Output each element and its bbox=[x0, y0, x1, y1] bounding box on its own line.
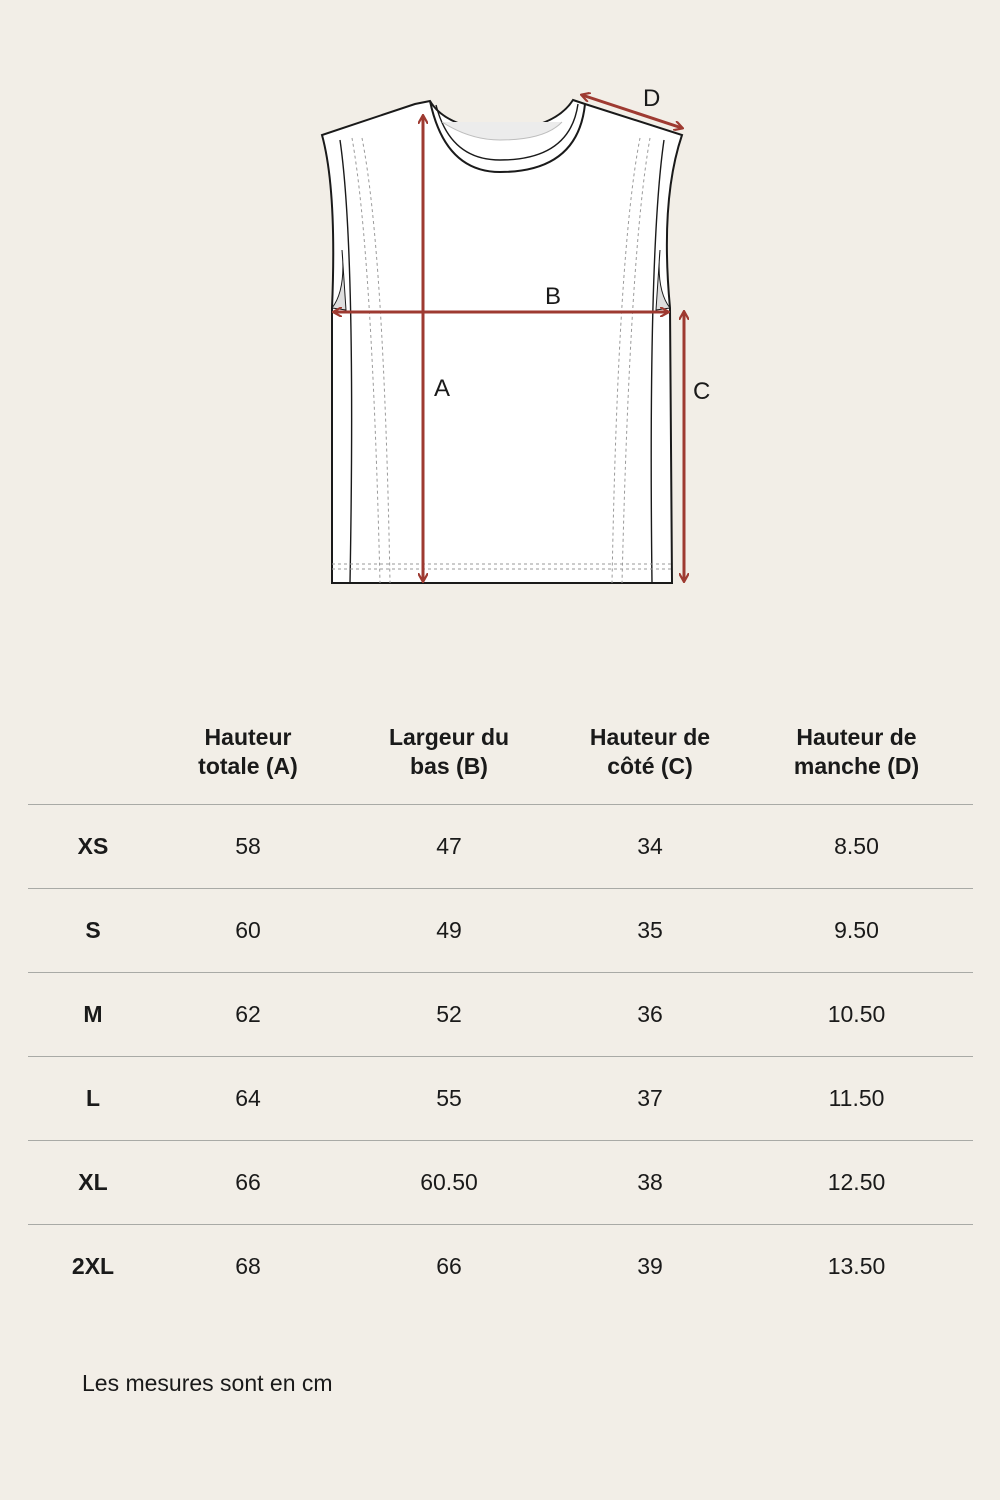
table-row bbox=[28, 805, 973, 889]
size-table bbox=[28, 700, 973, 1308]
label-c: C bbox=[693, 378, 711, 405]
value-cell: 39 bbox=[560, 1225, 740, 1309]
table-header-row bbox=[28, 700, 973, 805]
tank-top-illustration bbox=[0, 0, 1000, 640]
size-cell: XL bbox=[28, 1141, 158, 1225]
value-cell: 11.50 bbox=[740, 1057, 973, 1141]
header-total-height: Hauteur totale (A) bbox=[198, 724, 298, 779]
label-d: D bbox=[643, 85, 661, 112]
size-chart bbox=[28, 700, 973, 1308]
label-a: A bbox=[434, 375, 451, 402]
value-cell: 10.50 bbox=[740, 973, 973, 1057]
table-row bbox=[28, 889, 973, 973]
value-cell: 60 bbox=[158, 889, 338, 973]
units-note: Les mesures sont en cm bbox=[82, 1370, 333, 1396]
value-cell: 9.50 bbox=[740, 889, 973, 973]
table-row bbox=[28, 1225, 973, 1309]
value-cell: 55 bbox=[338, 1057, 560, 1141]
value-cell: 66 bbox=[158, 1141, 338, 1225]
value-cell: 47 bbox=[338, 805, 560, 889]
value-cell: 58 bbox=[158, 805, 338, 889]
value-cell: 66 bbox=[338, 1225, 560, 1309]
table-row bbox=[28, 1057, 973, 1141]
header-bottom-width: Largeur du bas (B) bbox=[388, 724, 510, 779]
label-b: B bbox=[545, 283, 562, 310]
size-cell: M bbox=[28, 973, 158, 1057]
value-cell: 13.50 bbox=[740, 1225, 973, 1309]
table-row bbox=[28, 1141, 973, 1225]
size-cell: L bbox=[28, 1057, 158, 1141]
value-cell: 68 bbox=[158, 1225, 338, 1309]
value-cell: 64 bbox=[158, 1057, 338, 1141]
value-cell: 38 bbox=[560, 1141, 740, 1225]
value-cell: 35 bbox=[560, 889, 740, 973]
header-size bbox=[28, 700, 158, 805]
value-cell: 49 bbox=[338, 889, 560, 973]
value-cell: 34 bbox=[560, 805, 740, 889]
header-sleeve-height: Hauteur de manche (D) bbox=[793, 724, 920, 779]
tank-top-outline bbox=[322, 100, 682, 583]
header-side-height: Hauteur de côté (C) bbox=[589, 724, 711, 779]
value-cell: 37 bbox=[560, 1057, 740, 1141]
size-cell: XS bbox=[28, 805, 158, 889]
value-cell: 12.50 bbox=[740, 1141, 973, 1225]
value-cell: 62 bbox=[158, 973, 338, 1057]
value-cell: 60.50 bbox=[338, 1141, 560, 1225]
table-row bbox=[28, 973, 973, 1057]
value-cell: 8.50 bbox=[740, 805, 973, 889]
garment-diagram bbox=[0, 0, 1000, 640]
value-cell: 52 bbox=[338, 973, 560, 1057]
value-cell: 36 bbox=[560, 973, 740, 1057]
size-cell: S bbox=[28, 889, 158, 973]
size-cell: 2XL bbox=[28, 1225, 158, 1309]
